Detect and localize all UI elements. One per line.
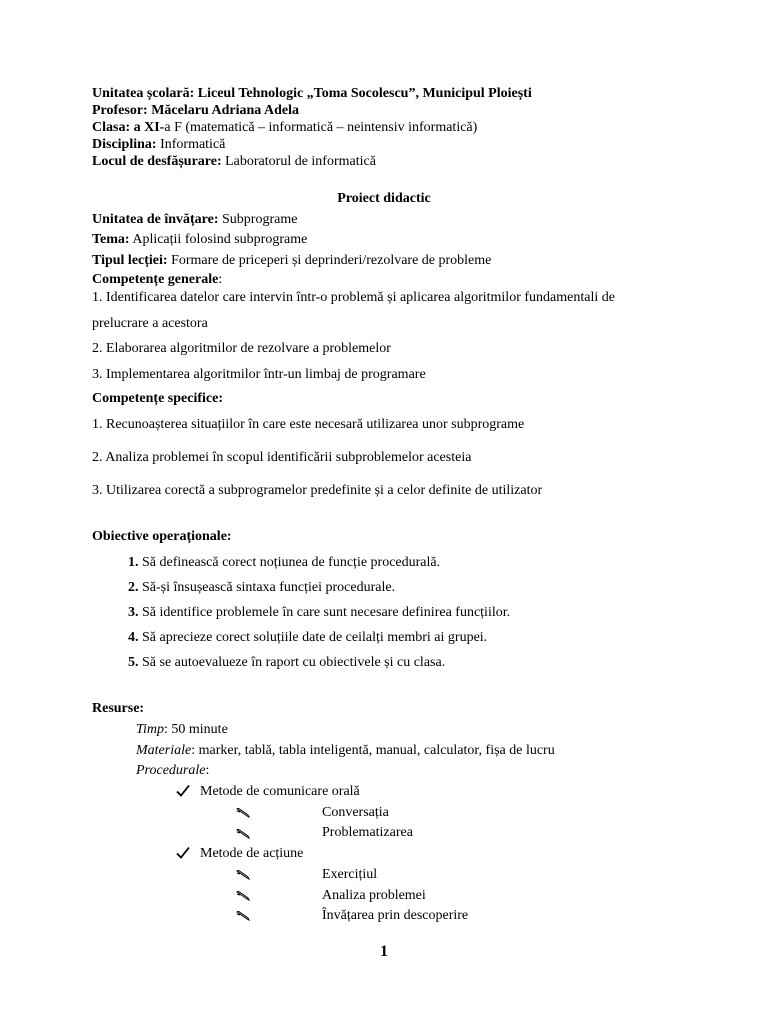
metode-comunicare-title: Metode de comunicare orală	[200, 784, 360, 799]
competente-specifice-heading: Competențe specifice:	[92, 391, 224, 406]
pen-bullet-icon	[236, 891, 250, 901]
unitatea-scolara-value: Liceul Tehnologic „Toma Socolescu”, Municipul Ploiești	[197, 86, 532, 101]
timp-label: Timp	[136, 722, 165, 737]
page-number: 1	[380, 943, 388, 960]
obiectiv-number: 2.	[128, 580, 139, 595]
metoda-invatarea-descoperire: Învățarea prin descoperire	[322, 908, 469, 923]
unitatea-invatare-label: Unitatea de învățare:	[92, 212, 219, 227]
unitatea-scolara-line	[92, 85, 532, 103]
disciplina-value: Informatică	[160, 137, 226, 152]
timp-line	[136, 721, 228, 739]
tema-value: Aplicații folosind subprograme	[132, 232, 308, 247]
disciplina-label: Disciplina:	[92, 137, 157, 152]
obiectiv-number: 3.	[128, 605, 139, 620]
unitatea-scolara-label: Unitatea școlară:	[92, 86, 195, 101]
procedurale-colon: :	[205, 763, 210, 778]
pen-bullet-icon	[236, 911, 250, 921]
obiectiv-text: Să definească corect noțiunea de funcție procedurală.	[138, 555, 441, 570]
locul-label: Locul de desfășurare:	[92, 154, 222, 169]
materiale-line	[136, 742, 555, 760]
obiectiv-3	[128, 604, 510, 622]
metode-actiune-title: Metode de acțiune	[200, 846, 304, 861]
procedurale-label: Procedurale	[136, 763, 206, 778]
obiectiv-4	[128, 629, 487, 647]
profesor-value: Măcelaru Adriana Adela	[151, 103, 299, 118]
materiale-label: Materiale	[136, 743, 192, 758]
obiectiv-5	[128, 654, 445, 672]
check-icon	[176, 846, 190, 860]
obiectiv-2	[128, 579, 395, 597]
obiectiv-text: Să se autoevalueze în raport cu obiectivele și cu clasa.	[138, 655, 446, 670]
obiectiv-number: 4.	[128, 630, 139, 645]
profesor-line	[92, 102, 299, 120]
competente-generale-label: Competențe generale	[92, 272, 219, 287]
profesor-label: Profesor:	[92, 103, 148, 118]
metoda-analiza-problemei: Analiza problemei	[322, 888, 426, 903]
competenta-generala-1: 1. Identificarea datelor care intervin într-o problemă și aplicarea algoritmilor fundamentali de	[92, 290, 615, 305]
competenta-specifica-1: 1. Recunoașterea situațiilor în care este necesară utilizarea unor subprograme	[92, 417, 525, 432]
locul-value: Laboratorul de informatică	[225, 154, 376, 169]
competente-generale-heading	[92, 271, 222, 289]
obiectiv-number: 5.	[128, 655, 139, 670]
resurse-heading: Resurse:	[92, 701, 145, 716]
clasa-value: a F (matematică – informatică – neintensiv informatică)	[164, 120, 478, 135]
unitatea-invatare-value: Subprograme	[222, 212, 298, 227]
timp-value: : 50 minute	[164, 722, 228, 737]
competente-generale-colon: :	[218, 272, 223, 287]
clasa-label: Clasa:	[92, 120, 131, 135]
check-icon	[176, 784, 190, 798]
tipul-lectiei-value: Formare de priceperi și deprinderi/rezolvare de probleme	[171, 253, 492, 268]
metoda-problematizarea: Problematizarea	[322, 825, 413, 840]
clasa-line	[92, 119, 477, 137]
disciplina-line	[92, 136, 225, 154]
competenta-generala-1-cont: prelucrare a acestora	[92, 316, 208, 331]
pen-bullet-icon	[236, 870, 250, 880]
pen-bullet-icon	[236, 829, 250, 839]
obiectiv-1	[128, 554, 440, 572]
pen-bullet-icon	[236, 808, 250, 818]
tipul-lectiei-label: Tipul lecției:	[92, 253, 168, 268]
obiectiv-text: Să identifice problemele în care sunt necesare definirea funcțiilor.	[138, 605, 511, 620]
tema-label: Tema:	[92, 232, 130, 247]
obiectiv-text: Să-și însușească sintaxa funcției procedurale.	[138, 580, 396, 595]
obiectiv-number: 1.	[128, 555, 139, 570]
clasa-value-bold: a XI-	[133, 120, 165, 135]
procedurale-line	[136, 762, 209, 780]
unitatea-invatare-line	[92, 211, 297, 229]
tema-line	[92, 231, 307, 249]
metoda-conversatia: Conversația	[322, 805, 389, 820]
competenta-generala-2: 2. Elaborarea algoritmilor de rezolvare a problemelor	[92, 341, 391, 356]
metoda-exercitiul: Exercițiul	[322, 867, 378, 882]
obiectiv-text: Să aprecieze corect soluțiile date de ceilalți membri ai grupei.	[138, 630, 488, 645]
obiective-heading: Obiective operaționale:	[92, 529, 232, 544]
competenta-specifica-2: 2. Analiza problemei în scopul identificării subproblemelor acesteia	[92, 450, 472, 465]
materiale-value: : marker, tablă, tabla inteligentă, manual, calculator, fișa de lucru	[191, 743, 555, 758]
competenta-generala-3: 3. Implementarea algoritmilor într-un limbaj de programare	[92, 367, 426, 382]
competenta-specifica-3: 3. Utilizarea corectă a subprogramelor predefinite și a celor definite de utilizator	[92, 483, 543, 498]
document-title: Proiect didactic	[337, 191, 431, 206]
tipul-lectiei-line	[92, 252, 491, 270]
locul-line	[92, 153, 376, 171]
